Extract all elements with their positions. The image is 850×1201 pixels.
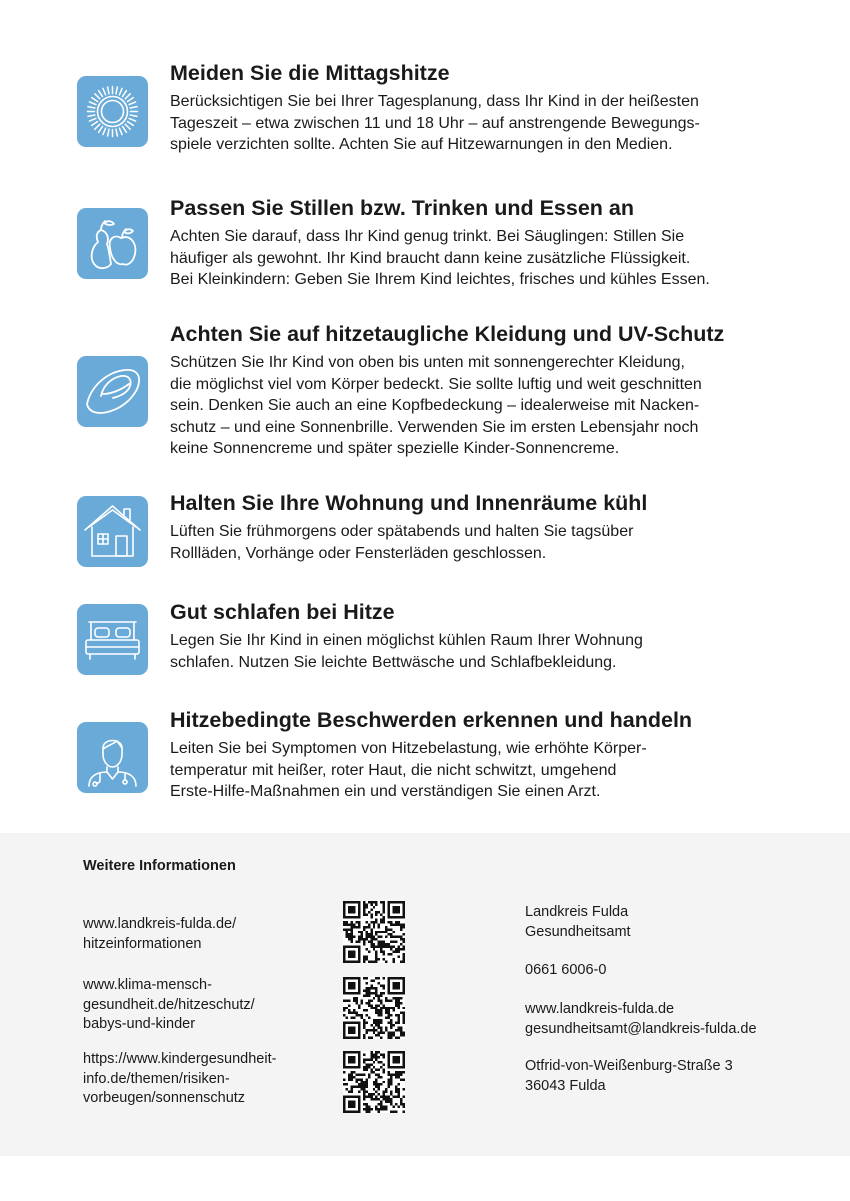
- qr-code-icon: [343, 1051, 405, 1113]
- info-link[interactable]: www.klima-mensch- gesundheit.de/hitzeschutz/ babys-und-kinder: [83, 977, 255, 1032]
- tip-text: Berücksichtigen Sie bei Ihrer Tagesplanung, dass Ihr Kind in der heißesten Tageszeit – etwa zwischen 11 und 18 Uhr – auf anstrengende Bewegungs- spiele verzichten sollte. Achten Sie auf Hitzewarnungen in den Medien.: [170, 93, 700, 153]
- tip-title: Halten Sie Ihre Wohnung und Innenräume kühl: [170, 491, 648, 515]
- tip-title: Meiden Sie die Mittagshitze: [170, 61, 450, 85]
- qr-code-icon: [343, 901, 405, 963]
- doctor-icon: [77, 722, 148, 793]
- fruit-icon: [77, 208, 148, 279]
- tip-title: Gut schlafen bei Hitze: [170, 600, 395, 624]
- tip-title: Passen Sie Stillen bzw. Trinken und Essen an: [170, 196, 634, 220]
- sun-icon: [77, 76, 148, 147]
- footer-info: [0, 833, 850, 1156]
- info-link[interactable]: www.landkreis-fulda.de/ hitzeinformationen: [83, 916, 237, 952]
- tip-text: Schützen Sie Ihr Kind von oben bis unten mit sonnengerechter Kleidung, die möglichst viel vom Körper bedeckt. Sie sollte luftig und weit geschnitten sein. Denken Sie auch an eine Kopfbedeckung – idealerweise mit Nacken- schutz – und eine Sonnenbrille. Verwenden Sie im ersten Lebensjahr noch keine Sonnencreme und später spezielle Kinder-Sonnencreme.: [170, 354, 702, 457]
- footer-heading: Weitere Informationen: [83, 858, 236, 874]
- tip-title: Achten Sie auf hitzetaugliche Kleidung und UV-Schutz: [170, 322, 725, 346]
- contact-org: Landkreis Fulda Gesundheitsamt: [525, 904, 631, 940]
- qr-code-icon: [343, 977, 405, 1039]
- contact-phone: 0661 6006-0: [525, 962, 607, 978]
- tip-text: Legen Sie Ihr Kind in einen möglichst kühlen Raum Ihrer Wohnung schlafen. Nutzen Sie leichte Bettwäsche und Schlafbekleidung.: [170, 632, 643, 671]
- info-link[interactable]: https://www.kindergesundheit- info.de/themen/risiken- vorbeugen/sonnenschutz: [83, 1051, 277, 1106]
- bed-icon: [77, 604, 148, 675]
- house-icon: [77, 496, 148, 567]
- sun-hat-icon: [77, 356, 148, 427]
- contact-web[interactable]: www.landkreis-fulda.de gesundheitsamt@landkreis-fulda.de: [525, 1001, 757, 1037]
- tip-text: Leiten Sie bei Symptomen von Hitzebelastung, wie erhöhte Körper- temperatur mit heißer, roter Haut, die nicht schwitzt, umgehend Erste-Hilfe-Maßnahmen ein und verständigen Sie einen Arzt.: [170, 740, 647, 800]
- contact-address: Otfrid-von-Weißenburg-Straße 3 36043 Fulda: [525, 1058, 733, 1094]
- tip-text: Lüften Sie frühmorgens oder spätabends und halten Sie tagsüber Rollläden, Vorhänge oder Fensterläden geschlossen.: [170, 523, 634, 562]
- tip-title: Hitzebedingte Beschwerden erkennen und handeln: [170, 708, 693, 732]
- tip-text: Achten Sie darauf, dass Ihr Kind genug trinkt. Bei Säuglingen: Stillen Sie häufiger als gewohnt. Ihr Kind braucht dann keine zusätzliche Flüssigkeit. Bei Kleinkindern: Geben Sie Ihrem Kind leichtes, frisches und kühles Essen.: [170, 228, 710, 288]
